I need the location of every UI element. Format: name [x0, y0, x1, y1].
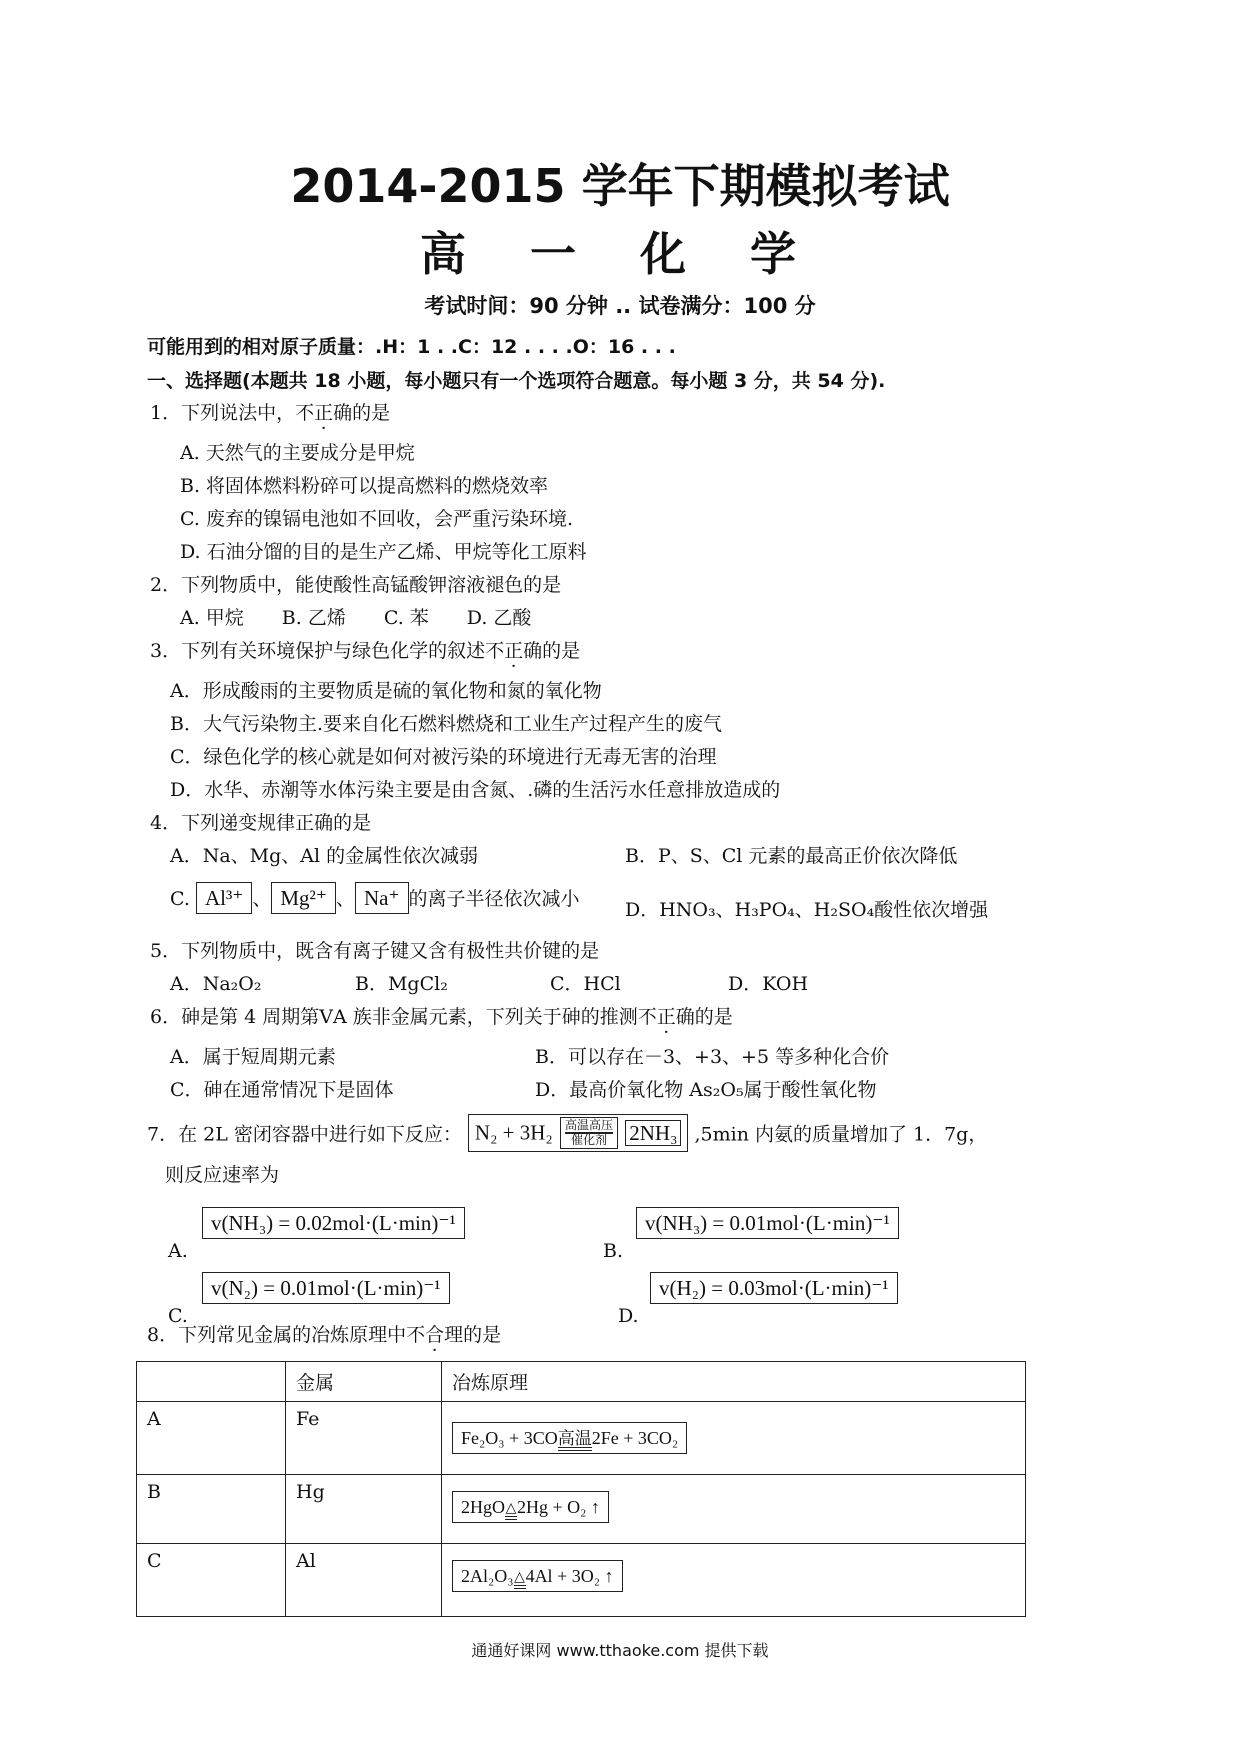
equation-condition — [558, 1431, 592, 1451]
condition-text: △ — [514, 1570, 525, 1585]
stem-text: 3．下列有关环境保护与绿色化学的叙述 — [150, 640, 486, 662]
condition-text: △ — [505, 1501, 517, 1516]
condition-text: 高温 — [557, 1429, 592, 1448]
separator: 、 — [252, 888, 272, 910]
smelting-table — [136, 1361, 1026, 1617]
row-label: B — [137, 1475, 286, 1544]
q7-option-b-label: B. — [603, 1240, 624, 1262]
q6-option-d: D．最高价氧化物 As₂O₅属于酸性氧化物 — [535, 1079, 877, 1101]
equation-box — [452, 1560, 623, 1592]
question-6-stem — [150, 1002, 733, 1029]
equation-left: 2HgO — [461, 1497, 505, 1517]
equation-left: N₂ + 3H₂ — [474, 1120, 553, 1145]
emphasis-text: 不正确 — [485, 640, 543, 662]
equation-box — [452, 1491, 609, 1523]
stem-text: 的是 — [694, 1006, 733, 1028]
q6-option-b: B．可以存在－3、+3、+5 等多种化合价 — [535, 1046, 890, 1068]
q7-stem-cont: 则反应速率为 — [165, 1164, 280, 1186]
q3-option-b: B．大气污染物主.要来自化石燃料燃烧和工业生产过程产生的废气 — [170, 713, 723, 735]
question-2-stem: 2．下列物质中，能使酸性高锰酸钾溶液褪色的是 — [150, 574, 562, 596]
row-equation — [442, 1475, 1026, 1544]
equation-condition — [505, 1502, 517, 1520]
atomic-mass-line: 可能用到的相对原子质量：.H：1 . .C：12 . . . .O：16 . . . — [147, 336, 676, 358]
q1-option-a: A. 天然气的主要成分是甲烷 — [180, 442, 415, 464]
question-7-stem — [147, 1114, 987, 1152]
question-8-stem — [147, 1320, 501, 1347]
q1-option-d: D. 石油分馏的目的是生产乙烯、甲烷等化工原料 — [180, 541, 587, 563]
stem-text: 的是 — [463, 1324, 502, 1346]
stem-text: 的是 — [352, 402, 391, 424]
equals-sign — [505, 1516, 517, 1520]
equals-sign — [514, 1585, 526, 1589]
reaction-condition-top: 高温高压 — [565, 1118, 614, 1132]
stem-text: 8．下列常见金属的冶炼原理中 — [147, 1324, 407, 1346]
q7-option-a-formula: v(NH₃) = 0.02mol·(L·min)⁻¹ — [202, 1207, 465, 1239]
table-header-cell — [137, 1362, 286, 1402]
q6-option-c: C．砷在通常情况下是固体 — [170, 1079, 394, 1101]
row-metal: Hg — [286, 1475, 442, 1544]
stem-text: 1．下列说法中， — [150, 402, 296, 424]
row-metal: Al — [286, 1544, 442, 1617]
option-text: 的离子半径依次减小 — [408, 888, 580, 910]
stem-text: ,5min 内氨的质量增加了 1．7g， — [694, 1123, 988, 1146]
section-heading: 一、选择题(本题共 18 小题，每小题只有一个选项符合题意。每小题 3 分，共 54 分). — [147, 370, 886, 392]
equation-right: 4Al + 3O₂ ↑ — [525, 1566, 614, 1586]
page-footer: 通通好课网 www.tthaoke.com 提供下载 — [471, 1641, 769, 1660]
row-label: A — [137, 1402, 286, 1475]
emphasis-text: 不正确 — [295, 402, 353, 424]
q4-option-a: A．Na、Mg、Al 的金属性依次减弱 — [170, 845, 479, 867]
exam-title: 2014-2015 学年下期模拟考试 — [290, 159, 950, 213]
row-equation — [442, 1402, 1026, 1475]
equation-right: 2Fe + 3CO₂ — [591, 1428, 679, 1448]
q5-option-b: B．MgCl₂ — [355, 973, 448, 995]
q2-options: A. 甲烷 B. 乙烯 C. 苯 D. 乙酸 — [180, 607, 532, 629]
exam-info: 考试时间：90 分钟 .. 试卷满分：100 分 — [424, 294, 816, 318]
q7-option-a-label: A. — [168, 1240, 188, 1262]
q4-option-c — [170, 882, 580, 914]
q7-option-d-label: D. — [618, 1305, 639, 1327]
question-4-stem: 4．下列递变规律正确的是 — [150, 812, 372, 834]
q1-option-c: C. 废弃的镍镉电池如不回收，会严重污染环境. — [180, 508, 573, 530]
row-metal: Fe — [286, 1402, 442, 1475]
equation-box — [452, 1422, 687, 1454]
equation-condition — [514, 1571, 526, 1589]
ion-box-na: Na⁺ — [355, 882, 409, 914]
table-header-cell: 冶炼原理 — [442, 1362, 1026, 1402]
question-1-stem — [150, 398, 390, 425]
row-equation — [442, 1544, 1026, 1617]
emphasis-text: 不合理 — [406, 1324, 464, 1346]
q4-option-b: B．P、S、Cl 元素的最高正价依次降低 — [625, 845, 958, 867]
subject-title: 高 一 化 学 — [419, 227, 821, 281]
question-3-stem — [150, 636, 580, 663]
table-header-row — [137, 1362, 1026, 1402]
ion-box-mg: Mg²⁺ — [271, 882, 336, 914]
option-label: C. — [170, 888, 190, 910]
separator: 、 — [335, 888, 355, 910]
equation-right: 2NH₃ — [625, 1120, 681, 1146]
reaction-condition-bottom: 催化剂 — [571, 1133, 608, 1147]
q6-option-a: A．属于短周期元素 — [170, 1046, 336, 1068]
table-row — [137, 1402, 1026, 1475]
q5-option-d: D．KOH — [728, 973, 809, 995]
q4-option-d: D．HNO₃、H₃PO₄、H₂SO₄酸性依次增强 — [625, 899, 989, 921]
stem-text: 的是 — [542, 640, 581, 662]
equation-right: 2Hg + O₂ ↑ — [517, 1497, 600, 1517]
equation-left: Fe₂O₃ + 3CO — [461, 1428, 558, 1448]
q7-option-c-formula: v(N₂) = 0.01mol·(L·min)⁻¹ — [202, 1272, 450, 1304]
table-header-cell: 金属 — [286, 1362, 442, 1402]
equation-left: 2Al₂O₃ — [461, 1566, 514, 1586]
q1-option-b: B. 将固体燃料粉碎可以提高燃料的燃烧效率 — [180, 475, 549, 497]
ion-box-al: Al³⁺ — [196, 882, 252, 914]
table-row — [137, 1475, 1026, 1544]
q7-option-b-formula: v(NH₃) = 0.01mol·(L·min)⁻¹ — [636, 1207, 899, 1239]
q3-option-d: D．水华、赤潮等水体污染主要是由含氮、.磷的生活污水任意排放造成的 — [170, 779, 781, 801]
stem-text: 7．在 2L 密闭容器中进行如下反应： — [147, 1123, 462, 1146]
table-row — [137, 1544, 1026, 1617]
emphasis-text: 不正确 — [637, 1006, 695, 1028]
row-label: C — [137, 1544, 286, 1617]
q3-option-a: A．形成酸雨的主要物质是硫的氧化物和氮的氧化物 — [170, 680, 602, 702]
question-5-stem: 5．下列物质中，既含有离子键又含有极性共价键的是 — [150, 940, 600, 962]
reaction-arrow — [560, 1117, 618, 1149]
q5-option-a: A．Na₂O₂ — [170, 973, 262, 995]
q3-option-c: C．绿色化学的核心就是如何对被污染的环境进行无毒无害的治理 — [170, 746, 717, 768]
q7-option-c-label: C. — [168, 1305, 188, 1327]
reaction-equation-box — [468, 1114, 689, 1152]
q5-option-c: C．HCl — [550, 973, 621, 995]
stem-text: 6．砷是第 4 周期第ⅤA 族非金属元素，下列关于砷的推测 — [150, 1006, 638, 1028]
q7-option-d-formula: v(H₂) = 0.03mol·(L·min)⁻¹ — [650, 1272, 898, 1304]
